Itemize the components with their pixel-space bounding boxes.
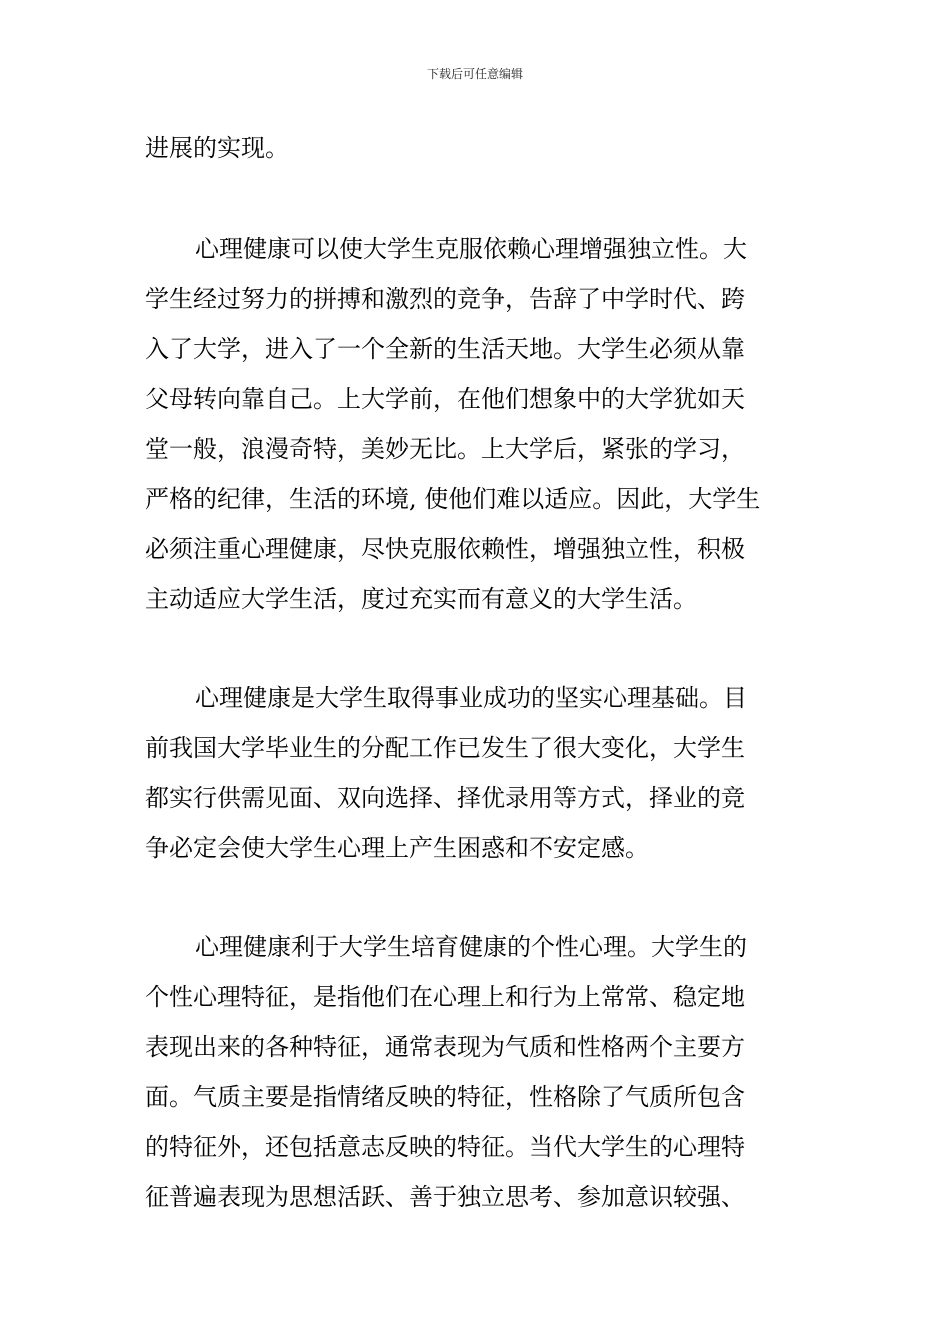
- text-line: 必须注重心理健康，尽快克服依赖性，增强独立性，积极: [145, 535, 745, 563]
- paragraph-first-line: 心理健康利于大学生培育健康的个性心理。大学生的: [195, 933, 747, 961]
- text-line: 表现出来的各种特征，通常表现为气质和性格两个主要方: [145, 1033, 745, 1061]
- text-line: 征普遍表现为思想活跃、善于独立思考、参加意识较强、: [145, 1183, 745, 1211]
- text-line: 个性心理特征，是指他们在心理上和行为上常常、稳定地: [145, 983, 745, 1011]
- text-line: 前我国大学毕业生的分配工作已发生了很大变化，大学生: [145, 734, 745, 762]
- text-line: 入了大学，进入了一个全新的生活天地。大学生必须从靠: [145, 335, 745, 363]
- text-line: 争必定会使大学生心理上产生困惑和不安定感。: [145, 834, 649, 862]
- text-line: 进展的实现。: [145, 134, 289, 162]
- text-line: 主动适应大学生活，度过充实而有意义的大学生活。: [145, 585, 697, 613]
- text-line: 都实行供需见面、双向选择、择优录用等方式，择业的竞: [145, 784, 745, 812]
- paragraph-first-line: 心理健康可以使大学生克服依赖心理增强独立性。大: [195, 235, 747, 263]
- text-line: 面。气质主要是指情绪反映的特征，性格除了气质所包含: [145, 1083, 745, 1111]
- text-line: 父母转向靠自己。上大学前，在他们想象中的大学犹如天: [145, 385, 745, 413]
- text-line: 堂一般，浪漫奇特，美妙无比。上大学后，紧张的学习，: [145, 435, 745, 463]
- page-header: 下载后可任意编辑: [426, 67, 523, 81]
- text-line: 的特征外，还包括意志反映的特征。当代大学生的心理特: [145, 1133, 745, 1161]
- text-line: 严格的纪律，生活的环境, 使他们难以适应。因此，大学生: [145, 485, 761, 513]
- text-line: 学生经过努力的拼搏和激烈的竞争，告辞了中学时代、跨: [145, 285, 745, 313]
- paragraph-first-line: 心理健康是大学生取得事业成功的坚实心理基础。目: [195, 684, 747, 712]
